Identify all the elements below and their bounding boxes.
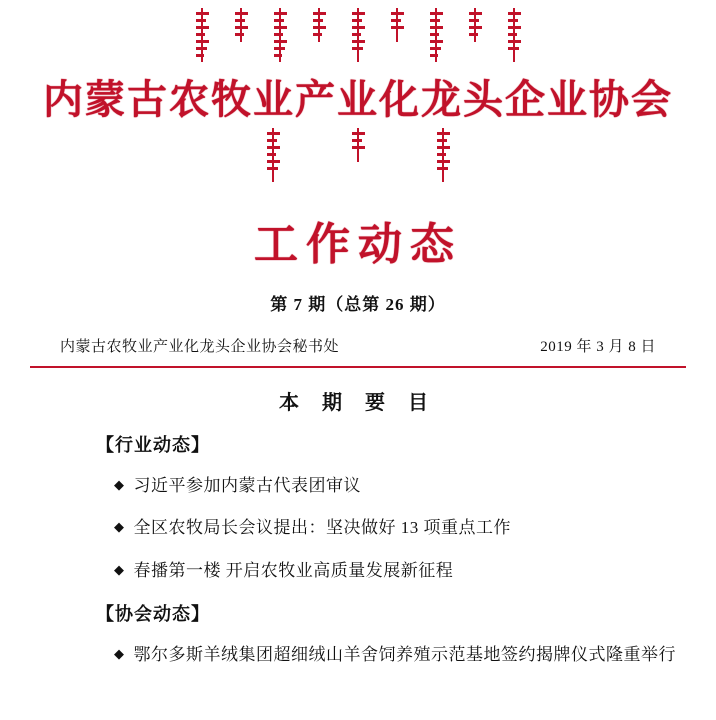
- mongolian-glyph-column: [274, 8, 287, 62]
- list-item-label: 全区农牧局长会议提出：坚决做好 13 项重点工作: [133, 518, 511, 538]
- list-item-label: 鄂尔多斯羊绒集团超细绒山羊舍饲养殖示范基地签约揭牌仪式隆重举行: [133, 645, 676, 665]
- issue-number: 第 7 期（总第 26 期）: [270, 295, 446, 314]
- section-heading: 【行业动态】: [96, 435, 210, 455]
- mongolian-glyph-column: [196, 8, 209, 62]
- section-industry-news: [30, 431, 686, 584]
- header-divider: [30, 366, 686, 368]
- mongolian-glyph-column: [430, 8, 443, 62]
- diamond-bullet-icon: ◆: [114, 646, 125, 662]
- mongolian-glyph-column: [437, 128, 450, 182]
- list-item[interactable]: [96, 515, 686, 541]
- organization-title: 内蒙古农牧业产业化龙头企业协会: [43, 76, 673, 123]
- mongolian-script-top-row: [30, 0, 686, 70]
- diamond-bullet-icon: ◆: [114, 561, 125, 577]
- list-item[interactable]: [96, 473, 686, 499]
- bulletin-name: 工作动态: [254, 219, 462, 270]
- diamond-bullet-icon: ◆: [114, 519, 125, 535]
- mongolian-glyph-column: [469, 8, 482, 62]
- list-item-label: 春播第一楼 开启农牧业高质量发展新征程: [133, 560, 454, 580]
- list-item-label: 习近平参加内蒙古代表团审议: [133, 476, 361, 495]
- mongolian-glyph-column: [313, 8, 326, 62]
- mongolian-glyph-column: [352, 128, 365, 182]
- section-association-news: [30, 600, 686, 668]
- list-item[interactable]: [96, 642, 686, 668]
- issuer-label: 内蒙古农牧业产业化龙头企业协会秘书处: [60, 339, 340, 355]
- section-heading: 【协会动态】: [96, 604, 210, 625]
- contents-heading: 本 期 要 目: [279, 392, 437, 414]
- publish-date: 2019 年 3 月 8 日: [540, 339, 656, 355]
- mongolian-glyph-column: [352, 8, 365, 62]
- mongolian-glyph-column: [508, 8, 521, 62]
- issuer-date-row: [30, 335, 686, 356]
- mongolian-script-second-row: [30, 122, 686, 190]
- mongolian-glyph-column: [391, 8, 404, 62]
- list-item[interactable]: [96, 558, 686, 584]
- mongolian-glyph-column: [235, 8, 248, 62]
- diamond-bullet-icon: ◆: [114, 477, 125, 492]
- mongolian-glyph-column: [267, 128, 280, 182]
